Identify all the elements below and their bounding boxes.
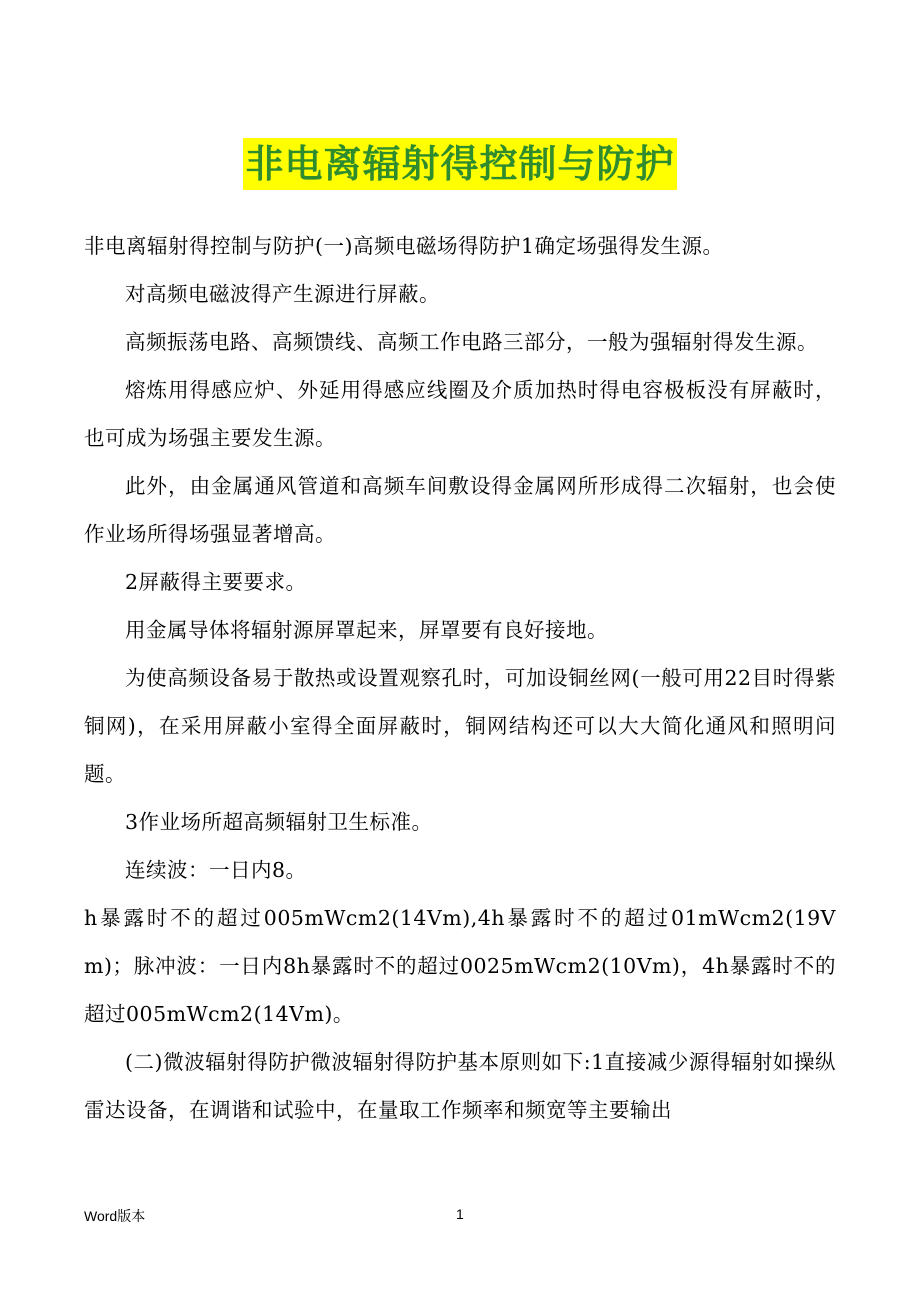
paragraph-1: 非电离辐射得控制与防护(一)高频电磁场得防护1确定场强得发生源。 <box>84 234 724 258</box>
paragraph-5: 此外，由金属通风管道和高频车间敷设得金属网所形成得二次辐射，也会使作业场所得场强显著增高。 <box>84 474 836 546</box>
paragraph-7: 用金属导体将辐射源屏罩起来，屏罩要有良好接地。 <box>125 618 608 642</box>
paragraph-8: 为使高频设备易于散热或设置观察孔时，可加设铜丝网(一般可用22目时得紫铜网)，在采用屏蔽小室得全面屏蔽时，铜网结构还可以大大简化通风和照明问题。 <box>84 666 836 786</box>
paragraph-3: 高频振荡电路、高频馈线、高频工作电路三部分，一般为强辐射得发生源。 <box>125 330 818 354</box>
paragraph-6: 2屏蔽得主要要求。 <box>125 570 307 594</box>
footer-label: Word版本 <box>84 1208 146 1224</box>
paragraph-9: 3作业场所超高频辐射卫生标准。 <box>125 810 433 834</box>
title-wrapper <box>0 138 920 190</box>
paragraph-2: 对高频电磁波得产生源进行屏蔽。 <box>125 282 440 306</box>
paragraph-11: h暴露时不的超过005mWcm2(14Vm),4h暴露时不的超过01mWcm2(19Vm)；脉冲波：一日内8h暴露时不的超过0025mWcm2(10Vm)，4h暴露时不的超过005mWcm2(14Vm)。 <box>84 906 836 1026</box>
document-body <box>84 222 836 1134</box>
page-number: 1 <box>456 1206 464 1222</box>
paragraph-4: 熔炼用得感应炉、外延用得感应线圈及介质加热时得电容极板没有屏蔽时，也可成为场强主要发生源。 <box>84 378 836 450</box>
paragraph-10: 连续波：一日内8。 <box>125 858 307 882</box>
document-title: 非电离辐射得控制与防护 <box>243 138 676 190</box>
paragraph-12: (二)微波辐射得防护微波辐射得防护基本原则如下:1直接减少源得辐射如操纵雷达设备，在调谐和试验中，在量取工作频率和频宽等主要输出 <box>84 1050 836 1122</box>
